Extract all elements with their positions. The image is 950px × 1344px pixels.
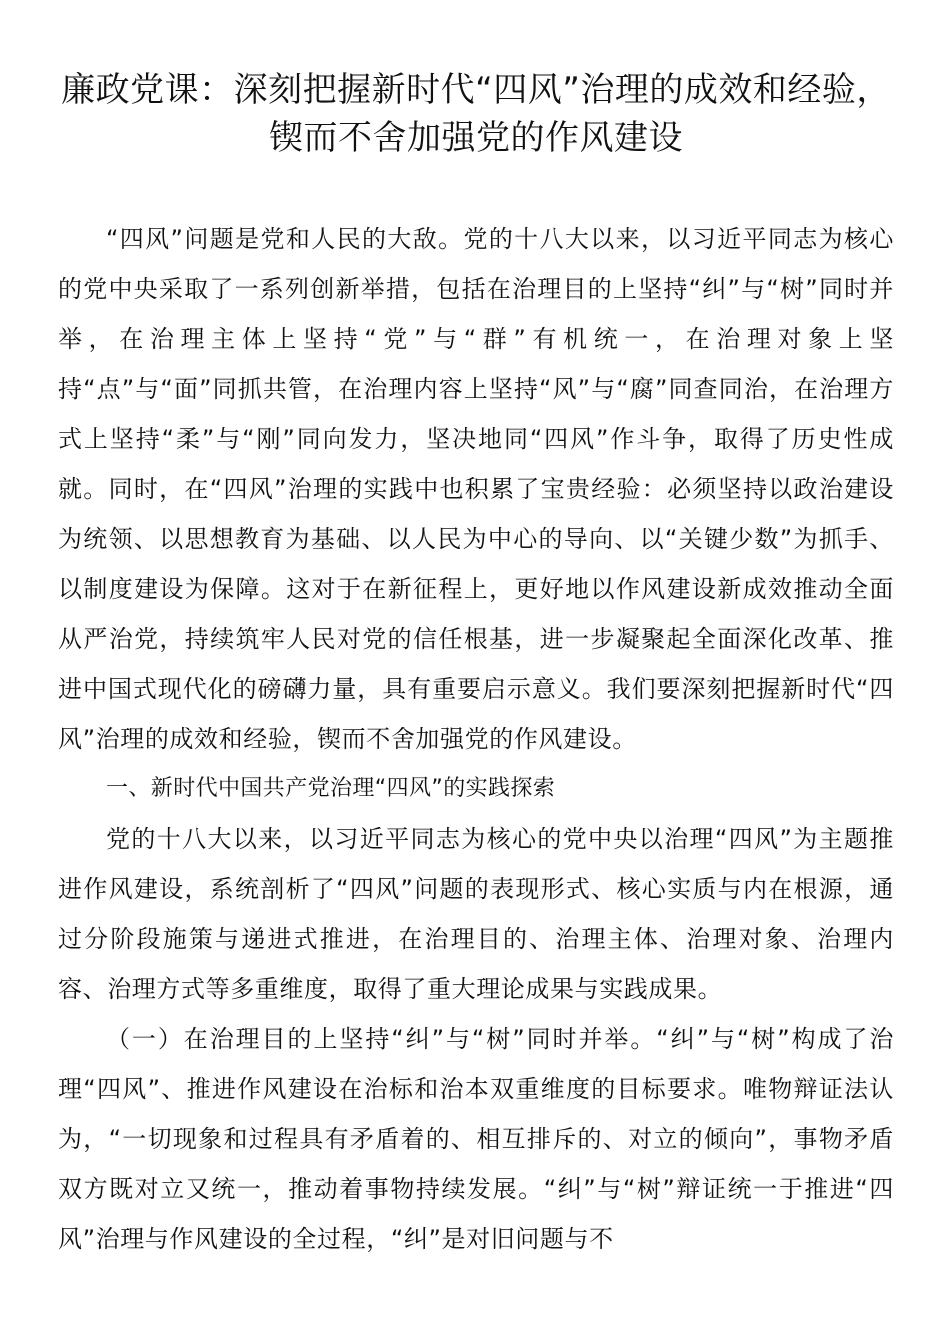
- section-heading: 一、新时代中国共产党治理“四风”的实践探索: [106, 776, 556, 801]
- subsection-paragraph: （一）在治理目的上坚持“纠”与“树”同时并举。“纠”与“树”构成了治理“四风”、推进作风建设在治标和治本双重维度的目标要求。唯物辩证法认为，“一切现象和过程具有矛盾着的、相互排斥的、对立的倾向”，事物矛盾双方既对立又统一，推动着事物持续发展。“纠”与“树”辩证统一于推进“四风”治理与作风建设的全过程，“纠”是对旧问题与不: [58, 1025, 894, 1253]
- document-body: [58, 214, 894, 1264]
- document-title: 廉政党课：深刻把握新时代“四风”治理的成效和经验，锲而不舍加强党的作风建设: [61, 70, 891, 158]
- intro-paragraph: “四风”问题是党和人民的大敌。党的十八大以来，以习近平同志为核心的党中央采取了一系列创新举措，包括在治理目的上坚持“纠”与“树”同时并举，在治理主体上坚持“党”与“群”有机统一，在治理对象上坚持“点”与“面”同抓共管，在治理内容上坚持“风”与“腐”同查同治，在治理方式上坚持“柔”与“刚”同向发力，坚决地同“四风”作斗争，取得了历史性成就。同时，在“四风”治理的实践中也积累了宝贵经验：必须坚持以政治建设为统领、以思想教育为基础、以人民为中心的导向、以“关键少数”为抓手、以制度建设为保障。这对于在新征程上，更好地以作风建设新成效推动全面从严治党，持续筑牢人民对党的信任根基，进一步凝聚起全面深化改革、推进中国式现代化的磅礴力量，具有重要启示意义。我们要深刻把握新时代“四风”治理的成效和经验，锲而不舍加强党的作风建设。: [58, 225, 894, 753]
- section-paragraph: 党的十八大以来，以习近平同志为核心的党中央以治理“四风”为主题推进作风建设，系统剖析了“四风”问题的表现形式、核心实质与内在根源，通过分阶段施策与递进式推进，在治理目的、治理主体、治理对象、治理内容、治理方式等多重维度，取得了重大理论成果与实践成果。: [58, 825, 894, 1003]
